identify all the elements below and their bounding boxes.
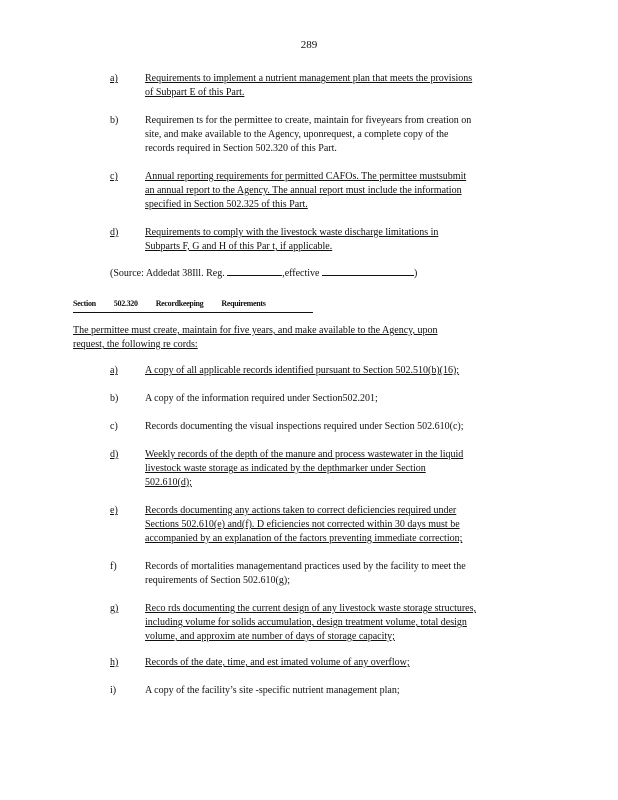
item-text [145, 420, 540, 434]
item-label: c) [110, 171, 118, 182]
item-line: specified in Section 502.325 of this Part. [145, 199, 308, 210]
item-line: an annual report to the Agency. The annual report must include the information [145, 185, 462, 196]
item-line: livestock waste storage as indicated by the depthmarker under Section [145, 463, 426, 474]
item-label: a) [110, 73, 118, 84]
item-label: a) [110, 365, 118, 376]
item-line: A copy of the information required under Section502.201; [145, 393, 378, 404]
item-line: site, and make available to the Agency, uponrequest, a complete copy of the [145, 129, 449, 140]
item-line: Reco rds documenting the current design of any livestock waste storage structures, [145, 603, 477, 614]
intro-line: The permittee must create, maintain for five years, and make available to the Agency, upon [73, 325, 438, 336]
item-label: e) [110, 505, 118, 516]
source-close: ) [414, 268, 418, 279]
item-label: g) [110, 603, 119, 614]
item-line: including volume for solids accumulation, design treatment volume, total design [145, 617, 467, 628]
item-line: Sections 502.610(e) and(f). D eficiencies not corrected within 30 days must be [145, 519, 460, 530]
item-line: requirements of Section 502.610(g); [145, 575, 290, 586]
item-label: d) [110, 449, 119, 460]
section-title-1: Recordkeeping [155, 299, 204, 308]
item-label: f) [110, 561, 117, 572]
section-label: Section [73, 299, 96, 308]
item-label: c) [110, 421, 118, 432]
item-line: volume, and approxim ate number of days of storage capacity; [145, 631, 395, 642]
section-heading [73, 297, 313, 313]
item-label: h) [110, 657, 119, 668]
item-text [145, 392, 540, 406]
item-text [145, 684, 540, 698]
item-line: Requiremen ts for the permittee to create, maintain for fiveyears from creation on [145, 115, 472, 126]
item-text [145, 504, 540, 546]
reg-blank [227, 266, 282, 276]
item-label: b) [110, 115, 119, 126]
page-number: 289 [300, 39, 318, 51]
item-line: of Subpart E of this Part. [145, 87, 245, 98]
section-number: 502.320 [113, 299, 138, 308]
item-line: Records of mortalities managementand practices used by the facility to meet the [145, 561, 466, 572]
item-line: A copy of all applicable records identified pursuant to Section 502.510(b)(16); [145, 365, 460, 376]
source-note [110, 266, 417, 281]
item-label: d) [110, 227, 119, 238]
item-text [145, 226, 540, 254]
section-title-2: Requirements [221, 299, 266, 308]
item-text [145, 656, 540, 670]
item-line: Weekly records of the depth of the manure and process wastewater in the liquid [145, 449, 464, 460]
section-intro [73, 324, 523, 352]
item-text [145, 72, 540, 100]
item-line: Records of the date, time, and est imated volume of any overflow; [145, 657, 410, 668]
item-line: Requirements to comply with the livestock waste discharge limitations in [145, 227, 439, 238]
intro-line: request, the following re cords: [73, 339, 198, 350]
item-label: b) [110, 393, 119, 404]
item-text [145, 448, 540, 490]
effective-blank [322, 266, 414, 276]
source-prefix: (Source: Addedat 38Ill. Reg. [110, 268, 225, 279]
item-line: Records documenting the visual inspections required under Section 502.610(c); [145, 421, 464, 432]
item-line: records required in Section 502.320 of this Part. [145, 143, 337, 154]
item-line: Annual reporting requirements for permitted CAFOs. The permittee mustsubmit [145, 171, 467, 182]
item-line: accompanied by an explanation of the factors preventing immediate correction; [145, 533, 463, 544]
item-text [145, 364, 540, 378]
item-line: Requirements to implement a nutrient management plan that meets the provisions [145, 73, 473, 84]
item-line: A copy of the facility’s site -specific nutrient management plan; [145, 685, 400, 696]
item-text [145, 602, 540, 644]
item-line: 502.610(d); [145, 477, 192, 488]
item-line: Subparts F, G and H of this Par t, if applicable. [145, 241, 333, 252]
item-label: i) [110, 685, 117, 696]
item-text [145, 560, 540, 588]
source-effective: ,effective [282, 268, 320, 279]
item-text [145, 170, 540, 212]
item-text [145, 114, 540, 156]
item-line: Records documenting any actions taken to correct deficiencies required under [145, 505, 457, 516]
